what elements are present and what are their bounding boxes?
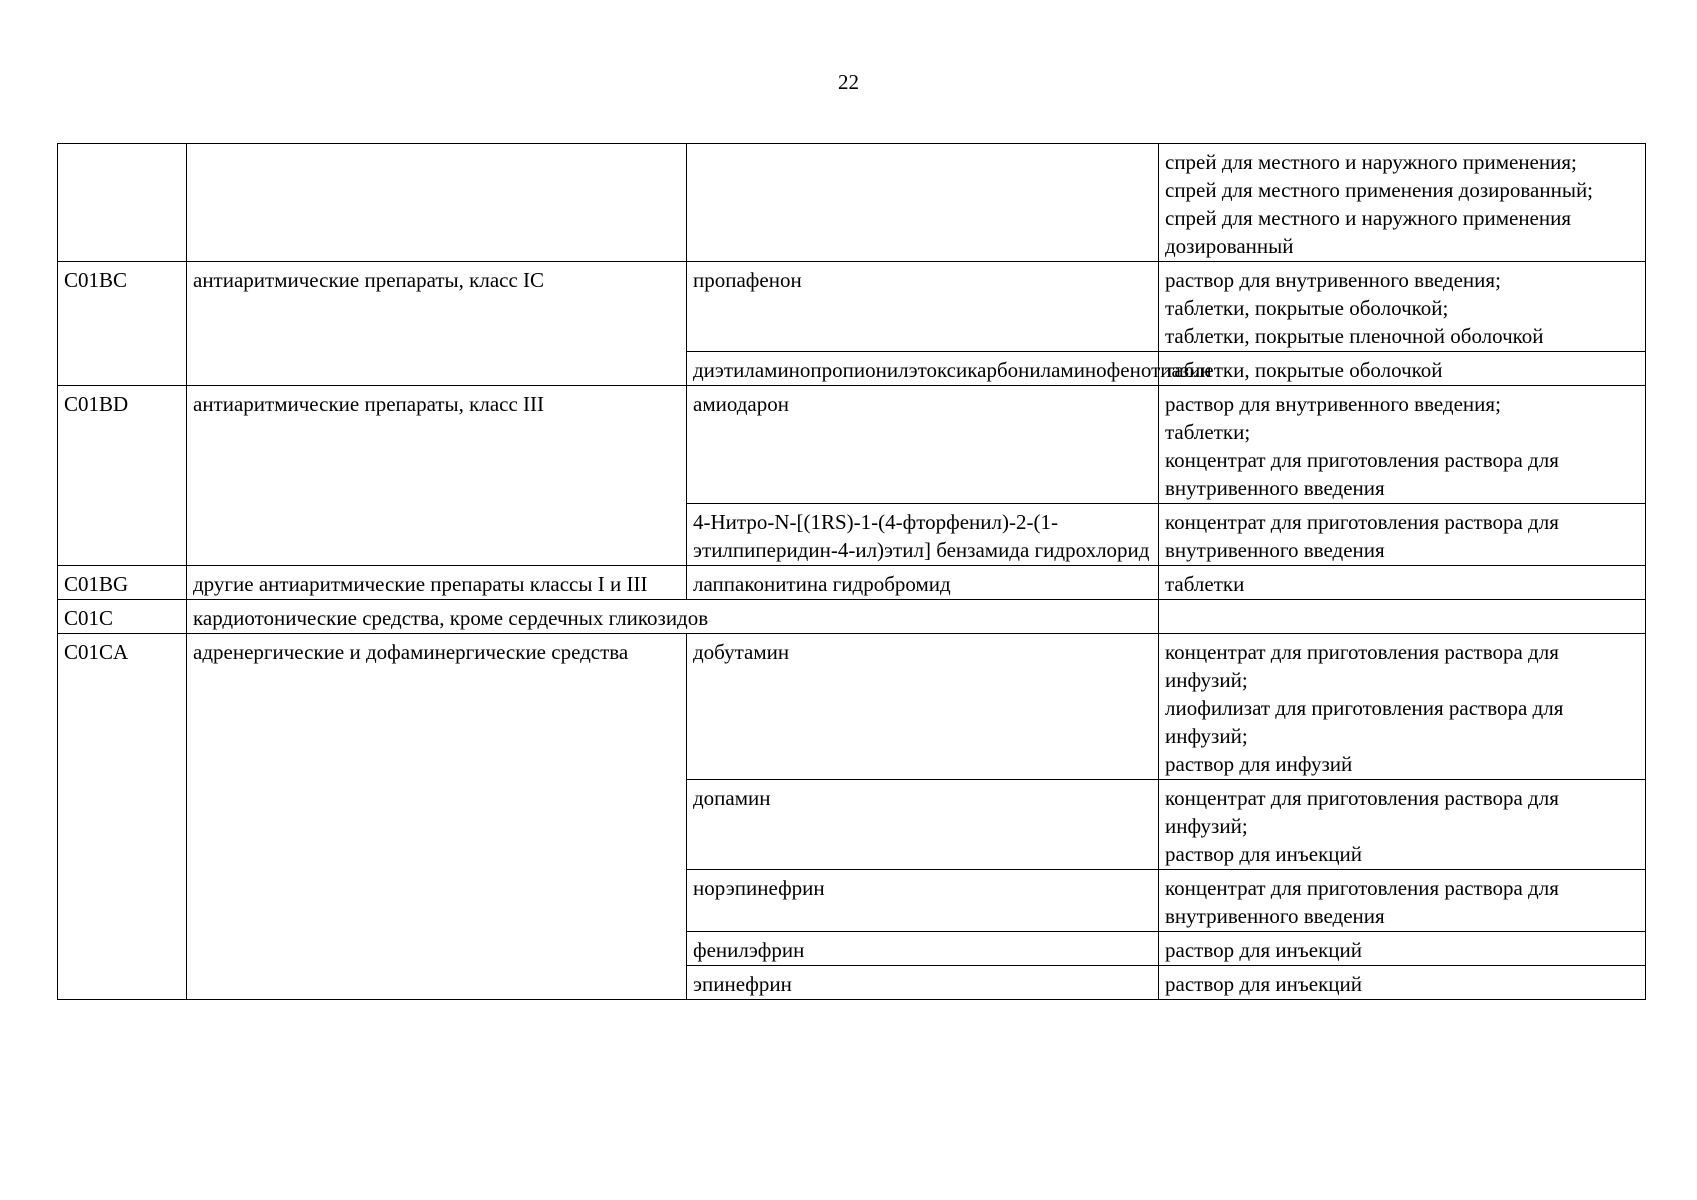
dosage-form: спрей для местного и наружного применения;	[1165, 150, 1577, 174]
table-body	[58, 144, 1646, 1000]
dosage-forms-cell	[1159, 144, 1646, 262]
drug-name-cell: фенилэфрин	[687, 932, 1159, 966]
group-name-cell: другие антиаритмические препараты классы I и III	[187, 566, 687, 600]
dosage-form: таблетки, покрытые пленочной оболочкой	[1165, 324, 1544, 348]
group-name-cell: кардиотонические средства, кроме сердечных гликозидов	[187, 600, 1159, 634]
dosage-form: концентрат для приготовления раствора для внутривенного введения	[1165, 510, 1559, 562]
drug-name-cell: диэтиламинопропионилэтоксикарбониламинофенотиазин	[687, 352, 1159, 386]
atc-code-cell: C01CA	[58, 634, 187, 1000]
dosage-form: концентрат для приготовления раствора для внутривенного введения	[1165, 876, 1559, 928]
drug-name-cell: добутамин	[687, 634, 1159, 780]
drug-name-cell: лаппаконитина гидробромид	[687, 566, 1159, 600]
dosage-forms-cell	[1159, 870, 1646, 932]
drug-name-cell	[687, 144, 1159, 262]
dosage-forms-cell	[1159, 352, 1646, 386]
dosage-forms-cell	[1159, 780, 1646, 870]
dosage-form: концентрат для приготовления раствора для внутривенного введения	[1165, 448, 1559, 500]
atc-code-cell: C01C	[58, 600, 187, 634]
dosage-form: раствор для внутривенного введения;	[1165, 268, 1501, 292]
dosage-form: концентрат для приготовления раствора для инфузий;	[1165, 640, 1559, 692]
atc-code-cell	[58, 144, 187, 262]
drug-name-cell: эпинефрин	[687, 966, 1159, 1000]
table-row	[58, 386, 1646, 504]
table-row	[58, 144, 1646, 262]
dosage-forms-cell	[1159, 932, 1646, 966]
dosage-forms-cell	[1159, 386, 1646, 504]
dosage-form: концентрат для приготовления раствора для инфузий;	[1165, 786, 1559, 838]
dosage-forms-cell	[1159, 262, 1646, 352]
dosage-forms-cell	[1159, 966, 1646, 1000]
table-row	[58, 566, 1646, 600]
group-name-cell: антиаритмические препараты, класс IC	[187, 262, 687, 386]
drug-name-cell: 4-Нитро-N-[(1RS)-1-(4-фторфенил)-2-(1-этилпиперидин-4-ил)этил] бензамида гидрохлорид	[687, 504, 1159, 566]
dosage-form: раствор для внутривенного введения;	[1165, 392, 1501, 416]
drug-list-table	[57, 143, 1646, 1000]
dosage-form: спрей для местного и наружного применения дозированный	[1165, 206, 1572, 258]
dosage-form: таблетки, покрытые оболочкой	[1165, 358, 1443, 382]
dosage-form: раствор для инъекций	[1165, 938, 1362, 962]
atc-code-cell: C01BD	[58, 386, 187, 566]
dosage-forms-cell	[1159, 634, 1646, 780]
dosage-forms-cell	[1159, 600, 1646, 634]
table-row	[58, 634, 1646, 780]
dosage-forms-cell	[1159, 504, 1646, 566]
page-number: 22	[838, 70, 859, 94]
drug-name-cell: допамин	[687, 780, 1159, 870]
dosage-form: лиофилизат для приготовления раствора для инфузий;	[1165, 696, 1564, 748]
dosage-forms-cell	[1159, 566, 1646, 600]
drug-name-cell: амиодарон	[687, 386, 1159, 504]
atc-code-cell: C01BC	[58, 262, 187, 386]
dosage-form: спрей для местного применения дозированный;	[1165, 178, 1594, 202]
group-name-cell	[187, 144, 687, 262]
drug-name-cell: пропафенон	[687, 262, 1159, 352]
group-name-cell: антиаритмические препараты, класс III	[187, 386, 687, 566]
group-name-cell: адренергические и дофаминергические средства	[187, 634, 687, 1000]
dosage-form: раствор для инфузий	[1165, 752, 1353, 776]
table-row	[58, 262, 1646, 352]
drug-name-cell: норэпинефрин	[687, 870, 1159, 932]
dosage-form: таблетки;	[1165, 420, 1251, 444]
dosage-form: раствор для инъекций	[1165, 842, 1362, 866]
atc-code-cell: C01BG	[58, 566, 187, 600]
dosage-form: раствор для инъекций	[1165, 972, 1362, 996]
dosage-form: таблетки, покрытые оболочкой;	[1165, 296, 1449, 320]
table-row	[58, 600, 1646, 634]
dosage-form: таблетки	[1165, 572, 1245, 596]
